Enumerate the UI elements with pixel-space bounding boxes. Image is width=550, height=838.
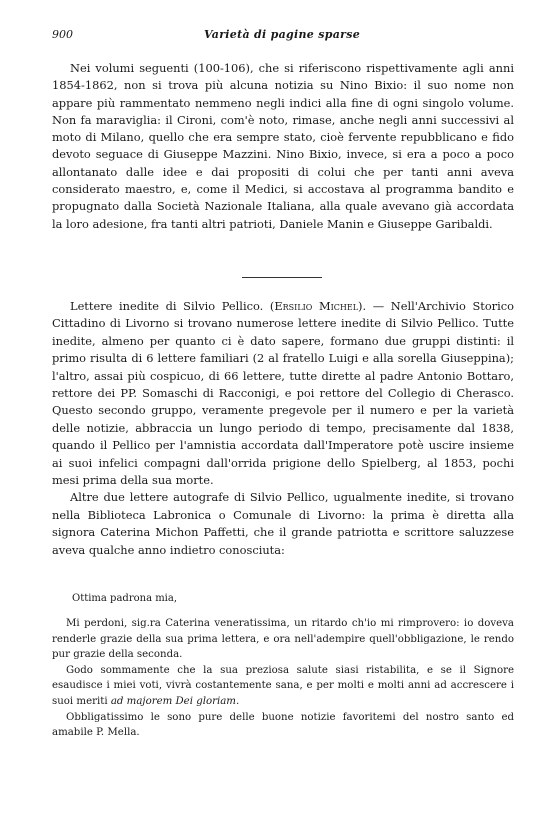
letter-paragraph: Obbligatissimo le sono pure delle buone notizie favoritemi del nostro santo ed amabile P. Mella. <box>52 711 514 739</box>
latin-phrase: ad majorem Dei gloriam. <box>110 695 240 707</box>
paragraph <box>52 298 514 489</box>
article-pellico <box>52 298 514 559</box>
article-bixio <box>52 60 514 233</box>
paragraph: Nei volumi seguenti (100-106), che si riferiscono rispettivamente agli anni 1854-1862, non si trova più alcuna notizia su Nino Bixio: il suo nome non appare più rammentato nemmeno negli indici alla fine di ogni singolo volume. Non fa maraviglia: il Cironi, com'è noto, rimase, anche negli anni successivi al moto di Milano, quello che era sempre stato, cioè fervente repubblicano e fido devoto seguace di Giuseppe Mazzini. Nino Bixio, invece, si era a poco a poco allontanato dalle idee e dai propositi di colui che per tanti anni aveva considerato maestro, e, come il Medici, si accostava al programma bandito e propugnato dalla Società Nazionale Italiana, alla quale avevano già accordata la loro adesione, fra tanti altri patrioti, Daniele Manin e Giuseppe Garibaldi. <box>52 61 514 231</box>
letter-body <box>52 616 514 741</box>
running-title: Varietà di pagine sparse <box>203 28 361 41</box>
page-header <box>52 28 512 46</box>
article-text: — Nell'Archivio Storico Cittadino di Livorno si trovano numerose lettere inedite di Silvio Pellico. Tutte inedite, almeno per quanto ci è dato sapere, formano due gruppi distinti: il primo risulta di 6 lettere familiari (2 al fratello Luigi e alla sorella Giuseppina); l'altro, assai più cospicuo, di 66 lettere, tutte dirette al padre Antonio Bottaro, rettore dei PP. Somaschi di Racconigi, e poi rettore del Collegio di Cherasco. Questo secondo gruppo, veramente pregevole per il numero e per la varietà delle notizie, abbraccia un lungo periodo di tempo, precisamente dal 1838, quando il Pellico per l'amnistia accordata dall'Imperatore potè uscire insieme ai suoi infelici compagni dall'orrida prigione dello Spielberg, al 1853, pochi mesi prima della sua morte. <box>52 299 515 488</box>
letter-text: Godo sommamente che la sua preziosa salute siasi ristabilita, e se il Signore esaudisce i miei voti, vivrà costantemente sana, e per molti e molti anni ad accrescere i suoi meriti <box>52 664 514 707</box>
letter-paragraph <box>52 663 514 710</box>
article-title: Lettere inedite di Silvio Pellico. <box>70 299 264 313</box>
page-number: 900 <box>52 28 73 41</box>
article-author: (Ersilio Michel). <box>269 299 367 313</box>
letter-salutation: Ottima padrona mia, <box>72 593 178 604</box>
letter-paragraph: Mi perdoni, sig.ra Caterina veneratissima, un ritardo ch'io mi rimprovero: io doveva renderle grazie della sua prima lettera, e ora nell'adempire quell'obbligazione, le rendo pur grazie della seconda. <box>52 618 514 661</box>
paragraph: Altre due lettere autografe di Silvio Pellico, ugualmente inedite, si trovano nella Biblioteca Labronica o Comunale di Livorno: la prima è diretta alla signora Caterina Michon Paffetti, che il grande patriotta e scrittore saluzzese aveva qualche anno indietro conosciuta: <box>52 490 514 557</box>
section-divider <box>242 277 322 278</box>
